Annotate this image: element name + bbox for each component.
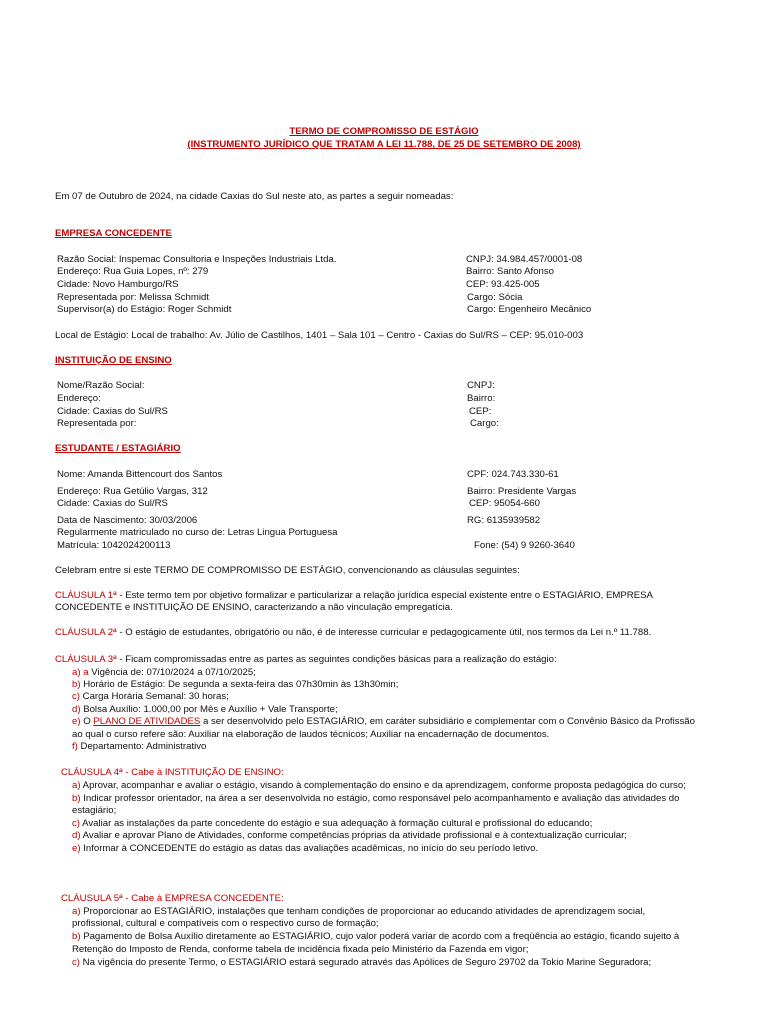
clausula-4-item-c <box>72 818 592 830</box>
estudante-nome: Nome: Amanda Bittencourt dos Santos <box>57 469 223 480</box>
item-f-label: f) <box>72 741 78 752</box>
item-b-label: b) <box>72 931 81 942</box>
instituicao-bairro: Bairro: <box>467 393 496 404</box>
estudante-endereco: Endereço: Rua Getúlio Vargas, 312 <box>57 486 208 497</box>
item-c-text: Carga Horária Semanal: 30 horas; <box>80 691 229 702</box>
item-b-text: Pagamento de Bolsa Auxílio diretamente ao ESTAGIÁRIO, cujo valor poderá variar de acordo com a freqüência ao estágio, ficando sujeito à <box>80 931 680 942</box>
instituicao-representada: Representada por: <box>57 418 137 429</box>
item-c-label: c) <box>72 957 80 968</box>
clausula-5-intro <box>61 893 284 905</box>
clausula-4-label: CLÁUSULA 4ª <box>61 767 123 778</box>
item-f-text: Departamento: Administrativo <box>77 741 207 752</box>
empresa-cnpj: CNPJ: 34.984.457/0001-08 <box>466 254 583 265</box>
instituicao-cargo: Cargo: <box>470 418 499 429</box>
empresa-bairro: Bairro: Santo Afonso <box>466 266 554 277</box>
clausula-5-item-a-cont: profissional, cultural e compatíveis com o respectivo curso de formação; <box>72 918 379 929</box>
intro-paragraph: Em 07 de Outubro de 2024, na cidade Caxias do Sul neste ato, as partes a seguir nomeadas: <box>55 191 454 202</box>
document-subtitle: (INSTRUMENTO JURÍDICO QUE TRATAM A LEI 11.788, DE 25 DE SETEMBRO DE 2008) <box>187 139 581 150</box>
clausula-5-item-b <box>72 931 679 943</box>
item-b-text: Indicar professor orientador, na área a ser desenvolvida no estágio, como responsável pelo acompanhamento e avaliação das atividades do <box>80 793 680 804</box>
clausula-2 <box>55 627 651 639</box>
item-e-label: e) <box>72 716 81 727</box>
item-d-text: Avaliar e aprovar Plano de Atividades, conforme competências próprias da atividade profissional e à contextualização curricular; <box>80 830 627 841</box>
item-b-label: b) <box>72 679 81 690</box>
estudante-curso: Regularmente matriculado no curso de: Letras Lingua Portuguesa <box>57 527 338 538</box>
celebram-paragraph: Celebram entre si este TERMO DE COMPROMISSO DE ESTÁGIO, convencionando as cláusulas seguintes: <box>55 565 520 576</box>
clausula-3-item-f <box>72 741 206 753</box>
empresa-cargo: Cargo: Sócia <box>467 292 523 303</box>
item-b-text: Horário de Estágio: De segunda a sexta-feira das 07h30min às 13h30min; <box>80 679 399 690</box>
section-empresa-heading: EMPRESA CONCEDENTE <box>55 228 172 239</box>
clausula-5-item-a <box>72 906 645 918</box>
clausula-3-intro-text: - Ficam compromissadas entre as partes as seguintes condições básicas para a realização do estágio: <box>116 654 557 665</box>
section-instituicao-heading: INSTITUIÇÃO DE ENSINO <box>55 355 172 366</box>
item-c-label: c) <box>72 818 80 829</box>
clausula-4-item-a <box>72 780 686 792</box>
item-e-text-1: O <box>80 716 94 727</box>
item-c-label: c) <box>72 691 80 702</box>
clausula-4-item-b-cont: estagiário; <box>72 805 117 816</box>
empresa-representada: Representada por: Melissa Schmidt <box>57 292 209 303</box>
clausula-3-item-d <box>72 704 338 716</box>
item-d-label: d) <box>72 704 81 715</box>
clausula-1 <box>55 590 715 615</box>
item-a-label: a) a <box>72 667 89 678</box>
estudante-fone: Fone: (54) 9 9260-3640 <box>474 540 575 551</box>
item-e-text-2: a ser desenvolvido pelo ESTAGIÁRIO, em caráter subsidiário e complementar com o Convênio Básico da Profissão <box>200 716 695 727</box>
estudante-rg: RG: 6135939582 <box>467 515 541 526</box>
estudante-cpf: CPF: 024.743.330-61 <box>467 469 559 480</box>
empresa-supervisor: Supervisor(a) do Estágio: Roger Schmidt <box>57 304 232 315</box>
item-d-text: Bolsa Auxílio: 1.000,00 por Mês e Auxílio + Vale Transporte; <box>80 704 338 715</box>
instituicao-cep: CEP: <box>469 406 492 417</box>
item-a-label: a) <box>72 906 81 917</box>
item-d-label: d) <box>72 830 81 841</box>
empresa-endereco: Endereço: Rua Guia Lopes, nº: 279 <box>57 266 209 277</box>
clausula-3-item-b <box>72 679 398 691</box>
estudante-nascimento: Data de Nascimento: 30/03/2006 <box>57 515 198 526</box>
clausula-5-item-c <box>72 957 651 969</box>
clausula-3-item-e-cont: ao qual o curso refere são: Auxiliar na elaboração de laudos técnicos; Auxiliar na encadernação de documentos. <box>72 729 550 740</box>
document-title: TERMO DE COMPROMISSO DE ESTÁGIO <box>289 126 479 137</box>
empresa-razao: Razão Social: Inspemac Consultoria e Inspeções Industriais Ltda. <box>57 254 337 265</box>
item-c-text: Avaliar as instalações da parte concedente do estágio e sua adequação à formação cultural e profissional do educando; <box>80 818 593 829</box>
clausula-1-text: - Este termo tem por objetivo formalizar e particularizar a relação jurídica especial existente entre o ESTAGIÁRIO, EMPRESA CONCEDENTE e INSTITUIÇÃO DE ENSINO, caracterizando a não vinculação empregatícia. <box>55 590 653 614</box>
estudante-cep: CEP: 95054-660 <box>469 498 540 509</box>
clausula-3-item-a <box>72 667 256 679</box>
instituicao-cnpj: CNPJ: <box>467 380 495 391</box>
empresa-local-estagio: Local de Estágio: Local de trabalho: Av. Júlio de Castilhos, 1401 – Sala 101 – Centro - Caxias do Sul/RS – CEP: 95.010-003 <box>55 330 584 341</box>
clausula-2-label: CLÁUSULA 2ª <box>55 627 117 638</box>
clausula-5-item-b-cont: Retenção do Imposto de Renda, conforme tabela de incidência fixada pelo Ministério da Fazenda em vigor; <box>72 944 529 955</box>
item-b-label: b) <box>72 793 81 804</box>
clausula-4-item-e <box>72 843 538 855</box>
clausula-4-item-d <box>72 830 627 842</box>
clausula-4-intro-text: - Cabe à INSTITUIÇÃO DE ENSINO: <box>122 767 284 778</box>
section-estudante-heading: ESTUDANTE / ESTAGIÁRIO <box>55 443 181 454</box>
instituicao-endereco: Endereço: <box>57 393 101 404</box>
empresa-cargo-supervisor: Cargo: Engenheiro Mecânico <box>467 304 592 315</box>
clausula-2-text: - O estágio de estudantes, obrigatório ou não, é de interesse curricular e pedagogicamente útil, nos termos da Lei n.º 11.788. <box>116 627 652 638</box>
clausula-5-label: CLÁUSULA 5ª <box>61 893 123 904</box>
clausula-1-label: CLÁUSULA 1ª <box>55 590 117 601</box>
clausula-5-intro-text: - Cabe à EMPRESA CONCEDENTE: <box>122 893 284 904</box>
instituicao-nome: Nome/Razão Social: <box>57 380 145 391</box>
empresa-cidade: Cidade: Novo Hamburgo/RS <box>57 279 179 290</box>
clausula-3-item-e <box>72 716 695 728</box>
estudante-matricula: Matrícula: 1042024200113 <box>57 540 171 551</box>
item-a-text: Vigência de: 07/10/2024 a 07/10/2025; <box>88 667 256 678</box>
clausula-3-item-c <box>72 691 229 703</box>
estudante-cidade: Cidade: Caxias do Sul/RS <box>57 498 168 509</box>
clausula-3-intro <box>55 654 557 666</box>
item-c-text: Na vigência do presente Termo, o ESTAGIÁRIO estará segurado através das Apólices de Seguro 29702 da Tokio Marine Seguradora; <box>80 957 652 968</box>
estudante-bairro: Bairro: Presidente Vargas <box>467 486 577 497</box>
item-e-label: e) <box>72 843 81 854</box>
clausula-4-item-b <box>72 793 679 805</box>
clausula-3-label: CLÁUSULA 3ª <box>55 654 117 665</box>
item-a-text: Proporcionar ao ESTAGIÁRIO, instalações que tenham condições de proporcionar ao educando atividades de aprendizagem social, <box>80 906 646 917</box>
clausula-4-intro <box>61 767 284 779</box>
item-a-label: a) <box>72 780 81 791</box>
item-a-text: Aprovar, acompanhar e avaliar o estágio, visando à complementação do ensino e da aprendizagem, conforme proposta pedagógica do curso; <box>80 780 686 791</box>
empresa-cep: CEP: 93.425-005 <box>466 279 540 290</box>
instituicao-cidade: Cidade: Caxias do Sul/RS <box>57 406 168 417</box>
item-e-text: Informar à CONCEDENTE do estágio as datas das avaliações acadêmicas, no início do seu período letivo. <box>80 843 539 854</box>
plano-atividades-link[interactable]: PLANO DE ATIVIDADES <box>93 716 201 727</box>
